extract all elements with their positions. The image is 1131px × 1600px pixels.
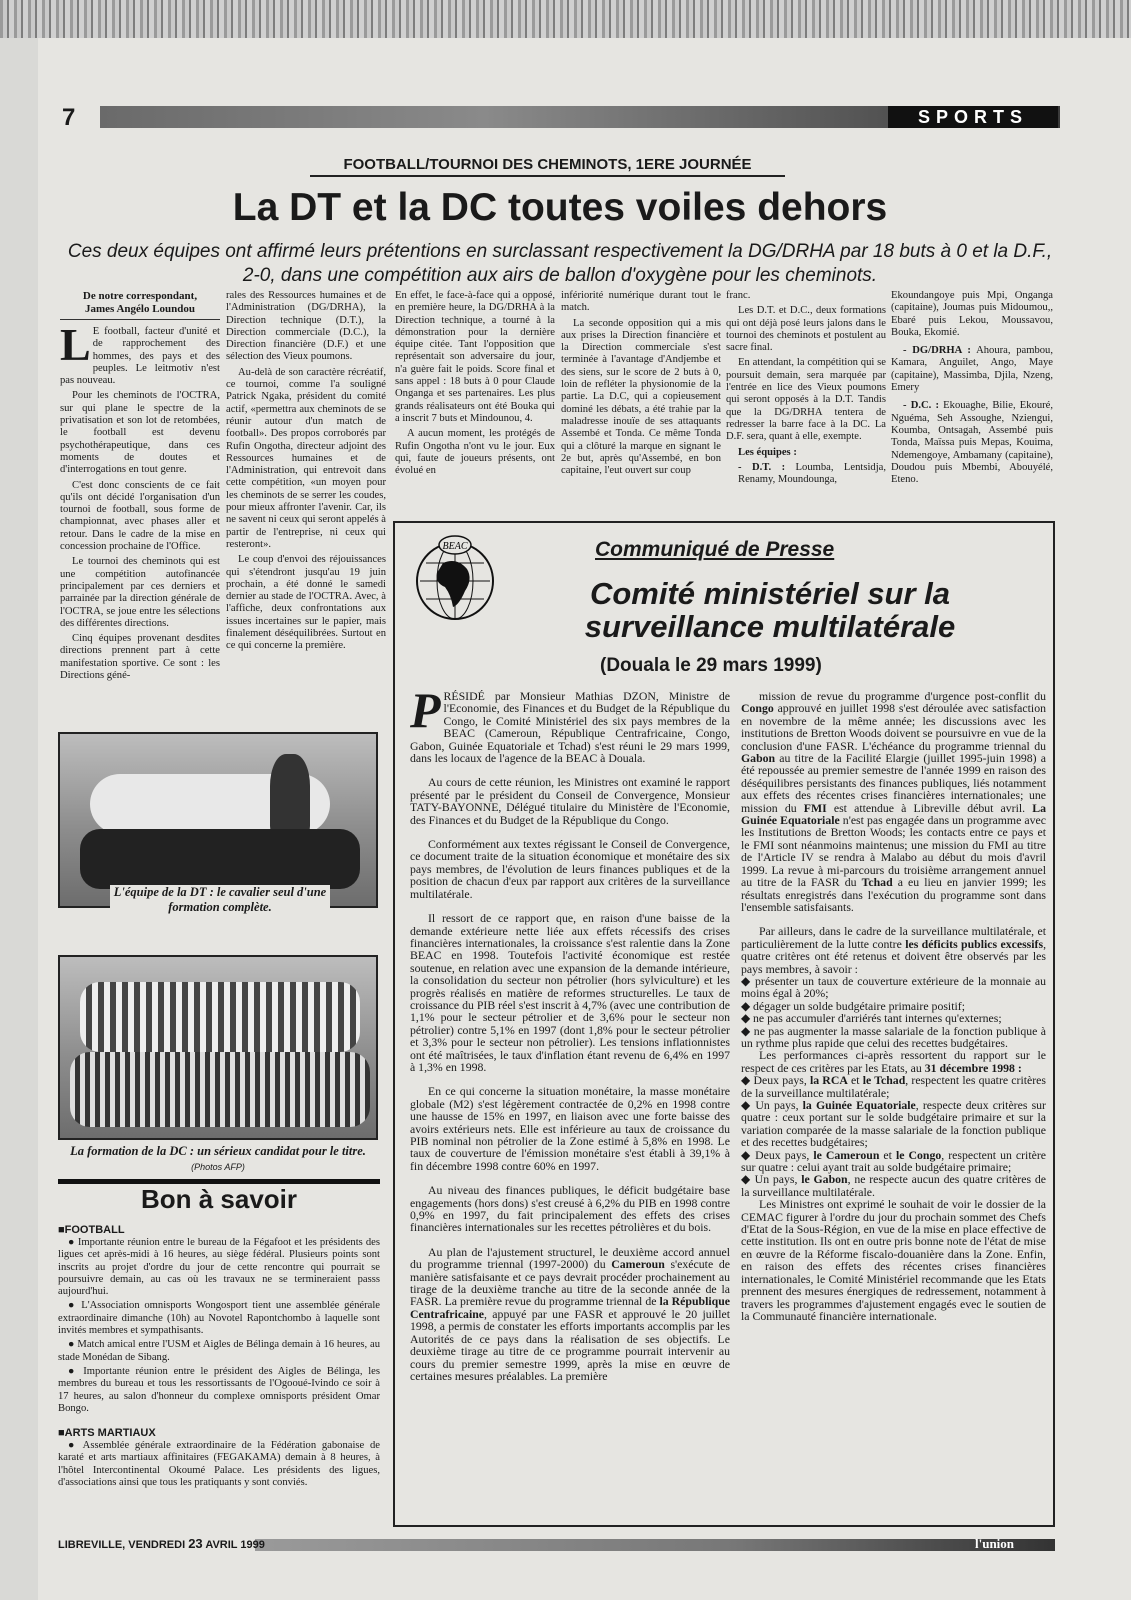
text: , ne respecte aucun des quatre critères de la surveillance multilatérale. [741, 1172, 1046, 1199]
dc-players: Ekouaghe, Bilie, Ekouré, Nguéma, Seh Assoughe, Nziengui, Koumba, Ontsagah, Assembé puis Tonda, Maïssa puis Mepas, Kouima, Ndemengoye, Ambamany (capitaine), Doudou puis Mbembi, Abouyélé, Eteno. [891, 400, 1054, 486]
paragraph-text: franc. [726, 290, 751, 301]
bold-text: la République Centrafricaine [410, 1294, 730, 1321]
photo-dt-team [58, 732, 378, 908]
bold-text: les déficits publics excessifs [905, 936, 1044, 951]
article-column-6 [891, 290, 1053, 489]
brief-item: ● Assemblée générale extraordinaire de la Fédération gabonaise de karaté et arts martiaux affinitaires (FEGAKAMA) demain à 8 heures, à l'hôtel Intercontinental Okoumé Palace. Les présidents des ligues, d'associations ainsi que tous les pratiquants y sont conviés. [58, 1440, 380, 1489]
byline [60, 290, 220, 320]
text: est attendue à Libreville début avril. [826, 800, 1033, 815]
article-column-3 [395, 290, 555, 480]
text: Il ressort de ce rapport que, en raison d'une baisse de la demande extérieure nette liée aux effets récessifs des crises financières internationales, la croissance s'est ralentie dans la Zone BEAC en 1998. Toutefois l'activité économique est restée soutenue, en relation avec une expansion de la demande intérieure, la consolidation du secteur non pétrolier (hors sylviculture) et les progrès réalisés en matière de reformes structurelles. Le taux de croissance du PIB réel s'est inscrit à 4,7% (avec une contribution de 1,1% pour le secteur pétrolier et de 3,6% pour le secteur non pétrolier) contre 5,1% en 1997 (dont 1,8% pour le secteur pétrolier et 3,3% pour le secteur non pétrolier). Les tensions inflationnistes ont été maîtrisées, le taux d'inflation étant revenu de 6,4% en 1997 à 1,3% en 1998. [410, 911, 730, 1074]
beac-globe-logo [410, 533, 500, 623]
scan-edge [0, 0, 1131, 38]
paragraph [741, 1173, 1046, 1198]
paragraph [226, 367, 386, 551]
bold-text: la Guinée Equatoriale [802, 1098, 916, 1112]
article-column-2 [226, 290, 386, 656]
footer-city-day: LIBREVILLE, VENDREDI [58, 1539, 186, 1551]
bold-text: Tchad [861, 875, 893, 890]
footer-band [255, 1539, 1055, 1551]
bold-text: 31 décembre 1998 : [924, 1060, 1022, 1075]
press-release-right-column [741, 690, 1046, 1334]
paragraph [60, 633, 220, 682]
bold-text: la RCA [809, 1073, 848, 1088]
text: , appuyé par une FASR et approuvé le 20 juillet 1998, a permis de constater les efforts importants accomplis par les Autorités de ce pays dans la réalisation de ses objectifs. Le deuxième tirage au titre de ce programme pourrait intervenir au cours du premier semestre 1999, après la mise en œuvre de certaines mesures préalables. La première [410, 1306, 730, 1383]
paragraph-text: Au-delà de son caractère récréatif, ce tournoi, comme l'a souligné Patrick Ngaka, président du comité actif, «permettra aux cheminots de se réunir autour d'un match de football». Des propos corroborés par Rufin Ongotha, directeur adjoint des Ressources humaines et de l'Administration, qui entrevoit dans cette compétition, «un moyen pour les cheminots de se serrer les coudes, pour mieux affronter l'avenir. Car, ils ne savent ni ceux qui seront appelés à partir de l'entreprise, ni ceux qui resteront». [226, 366, 386, 550]
masthead: l'union [975, 1536, 1015, 1551]
press-release-kicker: Communiqué de Presse [595, 538, 835, 561]
paragraph-text: En attendant, la compétition qui se poursuit demain, sera marquée par l'entrée en lice des Vieux poumons qui seront opposés à la D.T. Tandis que la DG/DRHA tentera de redresser la barre face à la DC. La D.F. sera, quant à elle, exempte. [726, 357, 886, 443]
text: ◆ Un pays, [741, 1172, 802, 1187]
press-release-title: Comité ministériel sur la surveillance multilatérale [584, 576, 956, 644]
section-label: SPORTS [888, 106, 1058, 128]
text: et [879, 1147, 896, 1162]
text: Les Ministres ont exprimé le souhait de voir le dossier de la CEMAC figurer à l'ordre du jour du prochain sommet des Chefs d'Etat de la Sous-Région, en vue de la mise en place effective de cette institution. Ils ont en outre pris bonne note de l'état de mise en œuvre de la Réforme fiscalo-douanière dans la Zone. Enfin, en raison des effets des récentes crises financières internationales, le Comité Ministériel recommande que les Etats prennent des mesures énergiques de redressement, notamment à travers les programmes d'ajustement engagés evec le soutien de la Communauté financière internationale. [741, 1197, 1046, 1323]
paragraph [561, 318, 721, 478]
text: au titre de la Facilité Elargie (juillet 1995-juin 1998) a été repoussée au premier semestre de l'année 1999 en raison des déséquilibres persistants des finances publiques, liés notamment aux effets des récentes crises financières internationales; une mission du [741, 751, 1046, 815]
bold-text: Gabon [741, 751, 776, 766]
paragraph [60, 556, 220, 630]
text: n'est pas engagée dans un programme avec les Institutions de Bretton Woods; les contacts entre ce pays et le FMI sont néanmoins maintenus; une mission du FMI au titre de l'Article IV se rendra à Malabo au début du mois d'avril 1999. La revue à mi-parcours du troisième arrangement annuel au titre de la FASR du [741, 813, 1047, 890]
text: RÉSIDÉ par Monsieur Mathias DZON, Ministre de l'Economie, des Finances et du Budget de la République du Congo, le Comité Ministériel des six pays membres de la BEAC (Cameroun, République Centrafricaine, Congo, Gabon, Guinée Equatoriale et Tchad) s'est réuni le 29 mars 1999, dans les locaux de l'agence de la BEAC à Douala. [410, 689, 730, 766]
text: , respecte deux critères sur quatre : ceux portant sur le solde budgétaire primaire et sur la variation comparée de la masse salariale de la fonction publique et des recettes budgétaires; [741, 1098, 1046, 1150]
text: ◆ ne pas augmenter la masse salariale de la fonction publique à un rythme plus rapide que celui des recettes budgétaires. [741, 1023, 1046, 1050]
paragraph [741, 1198, 1046, 1322]
paragraph [741, 1049, 1046, 1074]
page-number: 7 [62, 104, 76, 131]
bold-text: FMI [803, 800, 827, 815]
byline-author: James Angélo Loundou [84, 303, 196, 315]
paragraph-text: La seconde opposition qui a mis aux prises la Direction financière et la Direction commerciale s'est terminée à l'avantage d'Andjembe et des siens, sur le score de 2 buts à 0, loin de refléter la physionomie de la partie. La D.C, qui a copieusement dominé les débats, a été trahie par la maladresse inouïe de ses attaquants Assembé et Tonda. Ce même Tonda qui a clôturé la marque en signant le 2e but, après qu'Assembé, en bon capitaine, l'eut ouvert sur coup [561, 317, 721, 477]
paragraph [395, 290, 555, 425]
paragraph [60, 390, 220, 476]
photo-credit: (Photos AFP) [191, 1162, 245, 1172]
paragraph-text: En effet, le face-à-face qui a opposé, en première heure, la DG/DRHA à la Direction technique, a tourné à la démonstration pour la dernière équipe citée. Tant l'opposition que représentait son adversaire du jour, n'a guère fait le poids. Score final et sans appel : 18 buts à 0 pour Claude Onganga et ses partenaires. Les plus grands réalisateurs ont été Bouka qui a inscrit 7 buts et Mindounou, 4. [395, 290, 555, 424]
press-release-left-column [410, 682, 730, 1394]
bon-a-savoir-title: Bon à savoir [140, 1184, 298, 1214]
column-text [60, 319, 220, 682]
paragraph [410, 1246, 730, 1382]
text: ◆ Deux pays, [741, 1073, 810, 1088]
dt-players-cont: Ekoundangoye puis Mpi, Onganga (capitaine), Joumas puis Midoumou,, Ebaré puis Lekou, Moussavou, Bouka, Ekomié. [891, 290, 1053, 338]
article-kicker: FOOTBALL/TOURNOI DES CHEMINOTS, 1ERE JOURNÉE [310, 156, 785, 177]
press-release-date: (Douala le 29 mars 1999) [600, 655, 822, 676]
paragraph [741, 1025, 1046, 1050]
brief-item: ● Importante réunion entre le président des Aigles de Bélinga, les membres du bureau et tous les ressortissants de l'Ogooué-Ivindo ce soir à 17 heures, au salon d'honneur du complexe omnisports président Omar Bongo. [58, 1365, 380, 1414]
photo-dt-caption: L'équipe de la DT : le cavalier seul d'une formation complète. [110, 885, 330, 915]
dt-players: Loumba, Lentsidja, Renamy, Moundounga, [738, 461, 886, 486]
paragraph-text: Pour les cheminots de l'OCTRA, sur qui plane le spectre de la privatisation et son lot de retombées, le football est devenu psychothérapeutique, dans ces moments de doutes et d'interrogations en tout genre. [60, 390, 220, 476]
bold-text: La Guinée Equatoriale [741, 800, 1047, 828]
drop-cap: P [410, 682, 441, 738]
paragraph-text: infériorité numérique durant tout le match. [561, 290, 721, 314]
footer-day: 23 [188, 1536, 203, 1551]
paragraph [226, 554, 386, 652]
logo-text: BEAC [442, 541, 468, 552]
paragraph [741, 1074, 1046, 1099]
text: mission de revue du programme d'urgence post-conflit du [759, 689, 1046, 703]
dg-players: Ahoura, pambou, Kamara, Anguilet, Ango, Maye (capitaine), Massimba, Djila, Nzeng, Emery [891, 345, 1053, 394]
paragraph [726, 290, 886, 302]
brief-heading: ■ FOOTBALL [58, 1224, 380, 1236]
caption-text: La formation de la DC : un sérieux candidat pour le titre. [70, 1144, 366, 1158]
text: approuvé en juillet 1998 s'est déroulée avec satisfaction en novembre de la même année; les discussions avec les institutions de Bretton Woods doivent se poursuivre en vue de la conclusion d'une FASR. L'échéance du programme triennal du [741, 701, 1046, 753]
paragraph [60, 319, 220, 387]
drop-cap: L [60, 319, 91, 370]
paragraph [410, 1184, 730, 1234]
column-text [726, 290, 886, 444]
paragraph-text: Cinq équipes provenant desdites directions prennent part à cette manifestation sportive. Ce sont : les Directions géné- [60, 633, 220, 682]
article-column-1 [60, 290, 220, 685]
paragraph [410, 838, 730, 900]
text: ◆ Un pays, [741, 1098, 803, 1112]
paragraph [410, 912, 730, 1073]
bold-text: le Congo [895, 1147, 942, 1162]
dt-label: - D.T. : [738, 461, 786, 473]
dc-label: - D.C. : [903, 400, 939, 412]
text: Au cours de cette réunion, les Ministres ont examiné le rapport présenté par le président du Conseil de Convergence, Monsieur TATY-BAYONNE, Délégué titulaire du Ministère de l'Economie, des Finances et du Budget de la République du Congo. [410, 775, 730, 827]
bold-text: le Cameroun [813, 1147, 880, 1162]
brief-item: ● L'Association omnisports Wongosport tient une assemblée générale extraordinaire dimanche (10h) au Novotel Rapontchombo à laquelle sont invités membres et sympathisants. [58, 1300, 380, 1337]
paragraph [561, 290, 721, 315]
paragraph [60, 480, 220, 554]
paragraph [410, 776, 730, 826]
article-headline: La DT et la DC toutes voiles dehors [232, 186, 888, 229]
photo-dc-team [58, 955, 378, 1140]
paragraph-text: rales des Ressources humaines et de l'Administration (DG/DRHA), la Direction technique (D.T.), la Direction commerciale (D.C.), la Direction financière (D.F.) et une sélection des Vieux poumons. [226, 290, 386, 363]
text: , respectent un critère sur quatre : celui ayant trait au solde budgétaire primaire; [741, 1147, 1046, 1175]
paragraph [741, 975, 1046, 1000]
text: Par ailleurs, dans le cadre de la surveillance multilatérale, et particulièrement de la lutte contre [741, 924, 1046, 951]
paragraph [741, 925, 1046, 975]
article-deck: Ces deux équipes ont affirmé leurs prétentions en surclassant respectivement la DG/DRHA par 18 buts à 0 et la D.F., 2-0, dans une compétition aux airs de ballon d'oxygène pour les cheminots. [67, 241, 1053, 286]
paragraph-text: Le coup d'envoi des réjouissances qui s'étendront jusqu'au 19 juin prochain, a été donné le samedi dernier au stade de l'OCTRA. Avec, à l'affiche, deux confrontations aux issues incertaines sur le papier, mais finalement déséquilibrées. Surtout en ce qui concerne la première. [226, 554, 386, 652]
bon-a-savoir-briefs [58, 1222, 380, 1491]
dg-label: - DG/DRHA : [903, 345, 971, 357]
text: ◆ ne pas accumuler d'arriérés tant internes qu'externes; [741, 1011, 1002, 1026]
paragraph [741, 1149, 1046, 1174]
brief-item: ● Importante réunion entre le bureau de la Fégafoot et les présidents des ligues cet après-midi à 16 heures, au siège fédéral. Plusieurs points sont inscrits au projet d'ordre du jour de cette rencontre qui pourrait se poursuivre demain, au cas où les travaux ne se termineraient passs aujourd'hui. [58, 1237, 380, 1298]
text: , quatre critères ont été retenus et doivent être observés par les pays membres, à savoir : [741, 936, 1047, 976]
paragraph [226, 290, 386, 364]
article-column-4 [561, 290, 721, 480]
text: , respectent les quatre critères de la surveillance multilatérale; [741, 1073, 1047, 1100]
text: ◆ dégager un solde budgétaire primaire positif; [741, 998, 965, 1013]
paragraph [410, 1085, 730, 1172]
text: ◆ Deux pays, [741, 1147, 814, 1162]
text: Les performances ci-après ressortent du rapport sur le respect de ces critères par les Etats, au [741, 1048, 1046, 1075]
bold-text: Congo [741, 701, 774, 716]
photo-dc-caption [58, 1144, 378, 1174]
bold-text: le Gabon [801, 1172, 848, 1187]
paragraph [741, 1099, 1046, 1149]
brief-heading: ■ ARTS MARTIAUX [58, 1427, 380, 1439]
paragraph [726, 357, 886, 443]
paragraph [741, 690, 1046, 913]
text: ◆ présenter un taux de couverture extérieure de la monnaie au moins égal à 20%; [741, 973, 1046, 1001]
text: Conformément aux textes régissant le Conseil de Convergence, ce document traite de la situation économique et monétaire des six pays membres, de l'évolution de leurs finances publiques et de la position de chacun d'eux par rapport aux critères de la surveillance multilatérale. [410, 837, 730, 901]
paragraph-text: C'est donc conscients de ce fait qu'ils ont décidé l'organisation d'un tournoi de football, sous forme de championnat, avec phases aller et retour. Dans le cadre de la mise en concession prochaine de l'Office. [60, 479, 220, 553]
paragraph-text: Les D.T. et D.C., deux formations qui ont déjà posé leurs jalons dans le tournoi des cheminots et postulent au sacre final. [726, 305, 886, 354]
text: En ce qui concerne la situation monétaire, la masse monétaire globale (M2) s'est légèrement contractée de 0,2% en 1998 contre une hausse de 15% en 1997, en liaison avec une forte baisse des avoirs extérieurs nets. Elle est inférieure au taux de croissance du PIB nominal non pétrolier de la Zone estimé à 5,8% en 1998. Le taux de couverture de l'émission monétaire s'est établi à 39,1% à fin décembre 1998 contre 60% en 1997. [410, 1084, 730, 1173]
footer-month-year: AVRIL 1999 [205, 1539, 265, 1551]
paragraph [410, 682, 730, 766]
paragraph-text: E football, facteur d'unité et de rapprochement des hommes, des pays et des peuples. Le leitmotiv n'est pas nouveau. [60, 326, 220, 387]
teams-label: Les équipes : [738, 446, 797, 458]
text: et [847, 1073, 863, 1088]
text: Au niveau des finances publiques, le déficit budgétaire base engagements (hors dons) s'est creusé à 6,2% du PIB en 1998 contre 0,9% en 1997, du fait principalement des effets des crises financières internationales sur les recettes pétrolières et du bois. [410, 1183, 730, 1235]
text: a eu lieu en janvier 1999; les résultats enregistrés dans l'exécution du programme sont dans l'ensemble satisfaisants. [741, 875, 1046, 914]
bold-text: le Tchad [862, 1073, 906, 1088]
brief-item: ● Match amical entre l'USM et Aigles de Bélinga demain à 16 heures, au stade Monédan de Sibang. [58, 1339, 380, 1363]
paragraph-text: Le tournoi des cheminots qui est une compétition autofinancée principalement par ces derniers et parrainée par la direction générale de l'OCTRA, se joue entre les sélections des différentes directions. [60, 556, 220, 629]
text: s'exécute de manière satisfaisante et ce pays devrait procéder prochainement au tirage de la deuxième tranche au titre de la seconde année de la FASR. La première revue du programme triennal de [410, 1257, 730, 1309]
paragraph [726, 305, 886, 354]
paragraph [395, 428, 555, 477]
byline-label: De notre correspondant, [82, 290, 198, 302]
footer-date [58, 1536, 265, 1551]
paragraph-text: A aucun moment, les protégés de Rufin Ongotha n'ont vu le jour. Eux qui, faute de joueurs présents, ont évolué en [395, 428, 555, 477]
article-column-5 [726, 290, 886, 489]
text: Au plan de l'ajustement structurel, le deuxième accord annuel du programme triennal (1997-2000) du [410, 1244, 730, 1272]
bold-text: Cameroun [611, 1257, 665, 1272]
